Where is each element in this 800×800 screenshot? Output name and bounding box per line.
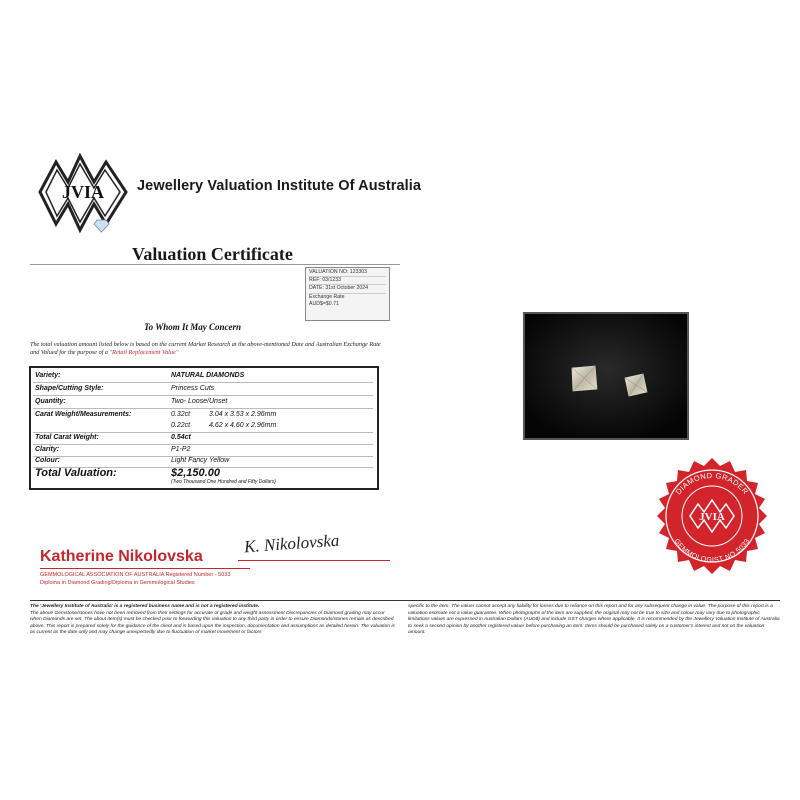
quantity-label: Quantity: [35,398,66,405]
disclaimer-heading: The 'Jewellery Institute of Australia' is a registered business name and is not a registered institute. [30,604,260,609]
jvia-logo-icon [38,152,130,234]
shape-label: Shape/Cutting Style: [35,385,104,392]
signature-line [238,560,390,561]
diamond-grader-seal-icon [650,456,774,580]
colour-value: Light Fancy Yellow [171,457,230,464]
valuation-number: VALUATION NO: 123303 [309,269,386,277]
carat-label: Carat Weight/Measurements: [35,411,132,418]
title-divider [30,264,400,265]
disclaimer-divider [30,600,780,601]
clarity-label: Clarity: [35,446,60,453]
disclaimer-left-body: The above Gemstone/stones have not been removed from their settings for accurate of grade and weight assessment Discrepancies of Diamond grading may occur when Diamonds are set. The about item(s) must be checked prior to forwarding this valuation to any third party in order to ensure Diamonds/stones remain as described above. This report is prepared solely for the guidance of the client and is based upon the inspection, documentation and assumptions as detailed herein. The valuation is as current as the date only and may change unexpectedly due to fluctuation of market movement or factors [30,610,395,636]
exchange-rate-value: AUD$=$0.71 [309,300,339,307]
row-separator [33,408,373,409]
certificate-meta-box [305,267,390,321]
stone-2-measurements: 4.62 x 4.60 x 2.96mm [209,422,277,429]
seal-bottom-text: GEMMOLOGIST NO.5033 [672,537,752,565]
stone-1-measurements: 3.04 x 3.53 x 2.96mm [209,411,277,418]
row-separator [33,395,373,396]
seal-top-text: DIAMOND GRADER [673,470,751,497]
valuation-details-table [29,366,379,490]
clarity-value: P1-P2 [171,446,191,453]
valuation-date: DATE: 31st October 2024 [309,285,386,293]
diploma-text: Diploma in Diamond Grading/Diploma in Gemmological Studies [40,580,195,586]
total-valuation-label: Total Valuation: [35,467,117,479]
row-separator [33,432,373,433]
name-underline [40,568,250,569]
colour-label: Colour: [35,457,60,464]
intro-paragraph [30,341,390,357]
diamond-stones-icon [525,314,687,438]
stone-2-weight: 0.22ct [171,422,191,429]
stone-1-weight: 0.32ct [171,411,191,418]
seal-logo-text: JVIA [699,511,725,523]
row-separator [33,444,373,445]
row-separator [33,382,373,383]
total-carat-value: 0.54ct [171,434,191,441]
exchange-rate-label: Exchange Rate [309,293,345,300]
reference-number: REF: 03/1233 [309,277,386,285]
total-valuation-words: (Two Thousand One Hundred and Fifty Dollars) [171,479,276,485]
variety-value: NATURAL DIAMONDS [171,372,245,379]
intro-text: The total valuation amount listed below is based on the current Market Research at the above-mentioned Date and Australian Exchange Rate and Valued for the purpose of a [30,341,381,356]
intro-purpose: "Retail Replacement Value" [109,349,179,356]
institute-name: Jewellery Valuation Institute Of Australia [137,178,422,194]
salutation: To Whom It May Concern [144,322,242,332]
association-registration: GEMMOLOGICAL ASSOCIATION OF AUSTRALIA Registered Number - 5033 [40,572,231,578]
shape-value: Princess Cuts [171,385,215,392]
disclaimer-right: specific to the item. The valuer cannot accept any liability for losses due to reliance on this report and for any subsequent change in value. The purpose of this report is a valuation estimate not a value guarantee. When photographs of the item are supplied, the original may not be true to size and colour may vary due to photographic limitations values are expressed in Australian Dollars (AUD$) and include GST charges where applicable. It is recommended by the Jewellery Valuation Institute of Australia to seek a second opinion by another registered valuer before purchasing an item. Items should be purchased solely on a customer's interest and not on the valuation amount. [408,604,780,636]
valuer-name: Katherine Nikolovska [40,548,203,565]
total-valuation-value: $2,150.00 [171,467,220,479]
diamond-photo [523,312,689,440]
handwritten-signature: K. Nikolovska [243,530,340,557]
disclaimer-left [30,604,395,637]
certificate-title: Valuation Certificate [132,244,293,264]
logo-text: JVIA [61,182,105,202]
quantity-value: Two- Loose/Unset [171,398,228,405]
variety-label: Variety: [35,372,61,379]
total-carat-label: Total Carat Weight: [35,434,99,441]
